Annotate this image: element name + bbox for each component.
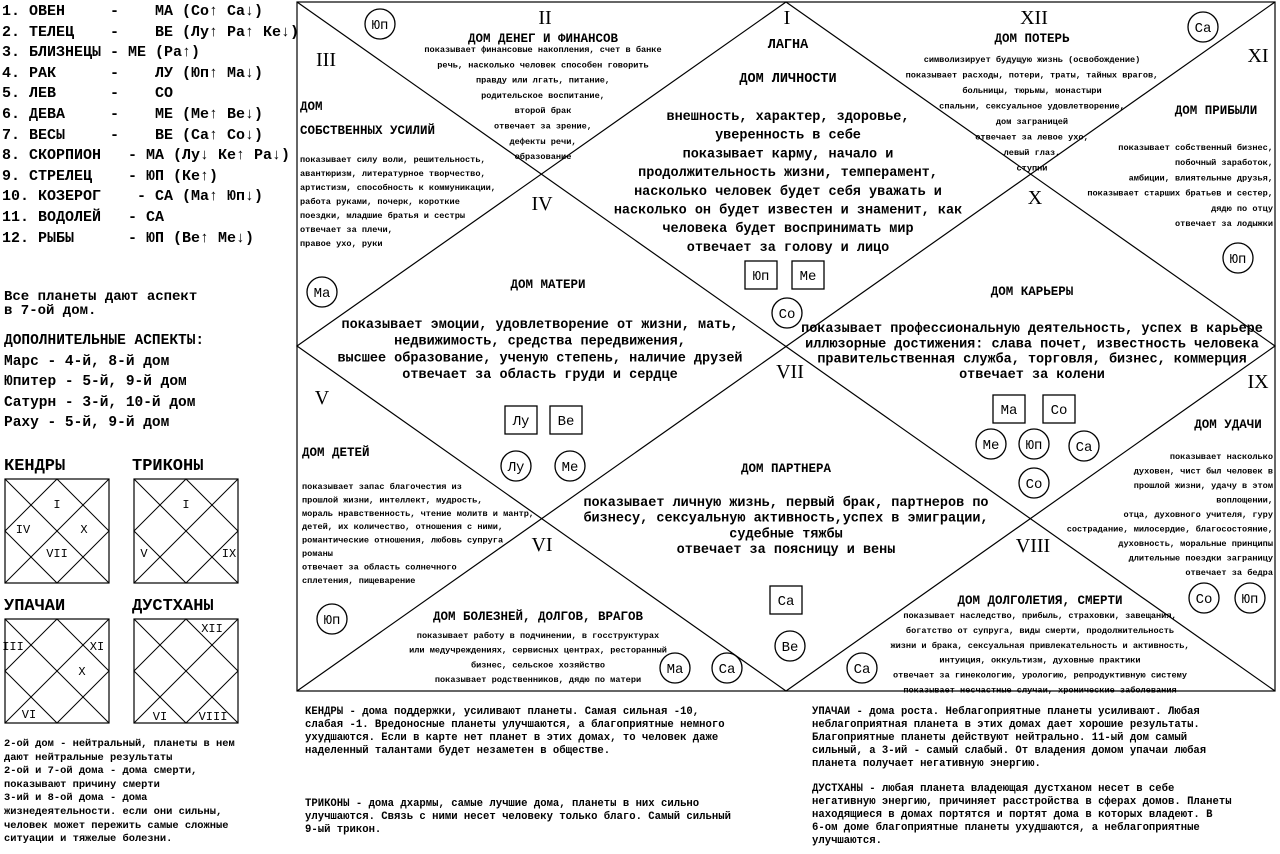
planet-circle-10-3-label: Са [1075,440,1093,456]
mini-label-dustkhany-2: VI [152,710,168,724]
aspect-line-2: Юпитер - 5-й, 9-й дом [4,374,187,390]
planet-circle-10-1-label: Ме [982,438,1000,454]
house-11-title: ДОМ ПРИБЫЛИ [1174,104,1258,118]
sign-line-2: 2. ТЕЛЕЦ - ВЕ (Лу↑ Ра↑ Ке↓) [2,23,300,41]
house-6-text-line-1: показывает работу в подчинении, в госструктурах [416,631,660,641]
house-2-title: ДОМ ДЕНЕГ И ФИНАНСОВ [467,32,619,46]
house-num-5: V [314,387,330,409]
planet-circle-12-1 [1188,12,1218,42]
house-num-4: IV [531,193,553,215]
planet-circle-6-1-label: Юп [323,613,341,629]
house-8-text-line-4: интуиция, оккультизм, духовные практики [939,655,1141,666]
sign-line-6: 6. ДЕВА - МЕ (Ме↑ Ве↓) [2,105,264,123]
mini-label-upachai-4: VI [21,708,37,722]
house-10-title: ДОМ КАРЬЕРЫ [990,285,1074,299]
aspects-intro-line-1: Все планеты дают аспект [4,289,198,305]
house-2-text-line-1: показывает финансовые накопления, счет в банке [424,45,662,55]
left-note-line-4: показывают причину смерти [4,778,160,791]
mini-label-kendry-1: I [53,498,61,512]
house-5-text-line-8: сплетения, пищеварение [302,575,416,586]
house-4-text-line-2: недвижимость, средства передвижения, [394,334,686,350]
house-3-text-line-6: отвечает за плечи, [300,225,393,235]
house-11-text-line-3: амбиции, влиятельные друзья, [1128,173,1273,184]
aspect-line-4: Раху - 5-й, 9-й дом [4,415,170,431]
house-11-text-line-2: побочный заработок, [1175,158,1273,169]
house-9-text-line-7: духовность, моральные принципы [1118,539,1273,549]
house-num-6: VI [531,534,553,556]
mini-label-kendry-4: VII [46,547,68,561]
house-1-text-line-3: показывает карму, начало и [682,147,894,163]
planet-box-10-2-label: Со [1050,403,1068,419]
house-4-title: ДОМ МАТЕРИ [510,278,586,292]
aspect-line-3: Сатурн - 3-й, 10-й дом [4,394,196,411]
note-dustkhany-line-4: 6-ом доме благоприятные планеты ухудшаются, а неблагоприятные [812,822,1200,834]
mini-label-upachai-2: XI [89,640,105,654]
planet-circle-9-1 [1189,583,1219,613]
house-3-text-line-4: работа руками, почерк, короткие [300,197,460,207]
aspects-intro-line-2: в 7-ой дом. [4,303,97,319]
mini-title-upachai: УПАЧАИ [4,597,66,616]
note-upachai-line-1: УПАЧАИ - дома роста. Неблагоприятные планеты усиливают. Любая [812,706,1200,718]
note-dustkhany-line-1: ДУСТХАНЫ - любая планета владеющая дустханом несет в себе [812,783,1175,795]
note-upachai-line-3: Благоприятные планеты действуют нейтрально. 11-ый дом самый [812,732,1188,744]
house-num-11: XI [1247,45,1269,67]
planet-circle-8-1 [847,653,877,683]
aspect-line-1: Марс - 4-й, 8-й дом [4,353,170,370]
house-7-text-line-2: бизнесу, сексуальную активность,успех в эмиграции, [583,511,989,527]
house-5-title: ДОМ ДЕТЕЙ [302,446,370,460]
house-2-text-line-5: второй брак [514,106,572,117]
house-num-7: VII [776,361,804,383]
planet-circle-9-2-label: Юп [1241,592,1259,608]
planet-circle-6-2-label: Ма [666,662,684,678]
left-note-line-6: жизнедеятельности. если они сильны, [4,805,223,818]
mini-label-dustkhany-1: XII [201,622,223,636]
mini-title-trikony: ТРИКОНЫ [132,457,204,476]
planet-circle-10-2 [1019,429,1049,459]
left-note-line-2: дают нейтральные результаты [4,751,173,764]
note-kendry-line-4: наделенный талантами будет незаметен в обществе. [305,745,611,757]
note-trikony-line-3: 9-ый трикон. [305,824,382,836]
planet-circle-10-3 [1069,431,1099,461]
note-kendry-line-1: КЕНДРЫ - дома поддержки, усиливают планеты. Самая сильная -10, [305,706,700,718]
planet-box-1-1-label: Юп [752,269,770,285]
house-12-text-line-5: дом заграницей [995,117,1069,127]
left-note-line-8: ситуации и тяжелые болезни. [4,833,173,846]
note-dustkhany-line-5: улучшаются. [812,835,882,847]
house-8-text-line-6: показывает несчастные случаи, хронические заболевания [903,685,1177,696]
house-2-text-line-3: правду или лгать, питание, [475,75,611,86]
note-dustkhany-line-2: негативную энергию, причиняет расстройства в сферах домов. Планеты [812,796,1232,808]
house-12-text-line-4: спальни, сексуальное удовлетворение, [939,101,1125,112]
house-1-subtitle: ДОМ ЛИЧНОСТИ [739,72,837,87]
house-num-12: XII [1020,7,1048,29]
note-trikony-line-2: улучшаются. Связь с ними несет человеку только благо. Самый сильный [305,811,731,823]
planet-circle-9-1-label: Со [1195,592,1213,608]
planet-circle-10-4 [1019,468,1049,498]
mini-label-trikony-3: IX [221,547,237,561]
planet-circle-4-2 [555,451,585,481]
house-5-text-line-6: романы [302,549,333,559]
house-8-title: ДОМ ДОЛГОЛЕТИЯ, СМЕРТИ [957,594,1123,608]
planet-circle-2-1-label: Юп [371,18,389,34]
planet-box-4-2 [550,406,582,434]
planet-circle-7-1 [775,631,805,661]
planet-circle-1-1 [772,298,802,328]
mini-label-upachai-3: X [78,665,86,679]
house-1-text-line-4: продолжительность жизни, темперамент, [638,166,938,182]
house-6-text-line-3: бизнес, сельское хозяйство [470,660,606,671]
house-3-title-2: СОБСТВЕННЫХ УСИЛИЙ [300,124,436,138]
house-12-title: ДОМ ПОТЕРЬ [994,32,1070,46]
house-11-text-line-4: показывает старших братьев и сестер, [1087,188,1273,199]
house-10-text-line-3: правительственная служба, торговля, бизнес, коммерция [817,352,1247,368]
note-upachai-line-5: планета получает негативную энергию. [812,758,1041,770]
house-6-title: ДОМ БОЛЕЗНЕЙ, ДОЛГОВ, ВРАГОВ [432,610,644,624]
house-10-text-line-1: показывает профессиональную деятельность, успех в карьере [801,322,1263,337]
house-9-text-line-2: духовен, чист был человек в [1133,466,1273,477]
house-num-2: II [538,7,552,29]
sign-line-4: 4. РАК - ЛУ (Юп↑ Ма↓) [2,64,264,82]
left-note-line-1: 2-ой дом - нейтральный, планеты в нем [4,738,235,750]
mini-chart-kendry [5,479,109,583]
house-7-title: ДОМ ПАРТНЕРА [740,462,832,476]
sign-line-12: 12. РЫБЫ - ЮП (Ве↑ Ме↓) [2,229,255,247]
planet-circle-2-1 [365,9,395,39]
planet-circle-1-1-label: Со [778,307,796,323]
house-7-text-line-1: показывает личную жизнь, первый брак, партнеров по [583,496,989,511]
house-3-text-line-2: авантюризм, литературное творчество, [300,169,486,179]
house-9-text-line-3: прошлой жизни, удачу в этом [1133,481,1273,491]
house-7-text-line-4: отвечает за поясницу и вены [676,543,896,559]
planet-box-4-1 [505,406,537,434]
house-12-text-line-6: отвечает за левое ухо, [975,132,1089,143]
house-5-text-line-1: показывает запас благочестия из [302,482,462,492]
sign-line-8: 8. СКОРПИОН - МА (Лу↓ Ке↑ Ра↓) [2,147,291,165]
house-10-text-line-4: отвечает за колени [959,367,1105,383]
planet-circle-6-2 [660,653,690,683]
mini-chart-upachai [2,619,109,723]
house-num-9: IX [1247,371,1269,393]
house-3-title-1: ДОМ [300,100,323,114]
house-1-text-line-5: насколько человек будет себя уважать и [634,184,942,200]
house-2-text-line-7: дефекты речи, [509,136,577,147]
house-9-text-line-6: сострадание, милосердие, благосостояние, [1066,524,1273,535]
note-kendry-line-2: слабая -1. Вредоносные планеты улучшаются, а благоприятные немного [305,719,725,731]
planet-circle-11-1-label: Юп [1229,252,1247,268]
house-4-text-line-1: показывает эмоции, удовлетворение от жизни, мать, [341,318,739,333]
house-2-text-line-4: родительское воспитание, [481,90,605,101]
planet-box-1-1 [745,261,777,289]
mini-label-trikony-2: V [140,547,148,561]
house-2-text-line-8: образование [514,152,572,163]
sign-line-7: 7. ВЕСЫ - ВЕ (Са↑ Со↓) [2,126,264,144]
sign-line-11: 11. ВОДОЛЕЙ - СА [2,208,165,226]
house-11-text-line-1: показывает собственный бизнес, [1118,143,1273,153]
planet-circle-10-2-label: Юп [1025,438,1043,454]
planet-box-7-1-label: Са [777,594,795,610]
house-7-text-line-3: судебные тяжбы [729,527,843,543]
house-num-10: X [1027,187,1043,209]
house-12-text-line-2: показывает расходы, потери, траты, тайных врагов, [905,70,1159,81]
house-num-3: III [316,49,336,71]
mini-title-kendry: КЕНДРЫ [4,457,66,476]
planet-circle-3-1-label: Ма [313,286,331,302]
house-5-text-line-2: прошлой жизни, интеллект, мудрость, [302,495,483,506]
aspects-title: ДОПОЛНИТЕЛЬНЫЕ АСПЕКТЫ: [4,333,205,349]
planet-box-10-1 [993,395,1025,423]
mini-label-trikony-1: I [182,498,190,512]
mini-label-dustkhany-3: VIII [198,710,228,724]
house-8-text-line-1: показывает наследство, прибыль, страховки, завещания, [903,611,1177,621]
house-12-text-line-8: ступни [1016,163,1048,174]
planet-circle-8-1-label: Са [853,662,871,678]
house-10-text-line-2: иллюзорные достижения: слава почет, известность человека [805,337,1259,353]
mini-label-upachai-1: III [2,640,24,654]
planet-circle-4-2-label: Ме [561,460,579,476]
house-4-text-line-4: отвечает за область груди и сердце [402,368,678,384]
planet-circle-10-4-label: Со [1025,477,1043,493]
planet-box-7-1 [770,586,802,614]
planet-circle-10-1 [976,429,1006,459]
house-5-text-line-5: романтические отношения, любовь супруга [302,535,504,546]
left-note-line-7: человек может пережить самые сложные [4,819,229,832]
note-upachai-line-2: неблагоприятная планета в этих домах дает хорошие результаты. [812,719,1200,731]
mini-label-kendry-2: IV [15,523,31,537]
house-9-title: ДОМ УДАЧИ [1194,418,1262,432]
house-3-text-line-5: поездки, младшие братья и сестры [300,211,466,221]
planet-box-4-1-label: Лу [512,414,530,430]
planet-box-1-2-label: Ме [799,269,817,285]
house-6-text-line-4: показывает родственников, дядю по матери [434,675,642,686]
house-1-text-line-8: отвечает за голову и лицо [686,240,890,256]
house-9-text-line-8: длительные поездки заграницу [1128,553,1273,564]
house-3-text-line-1: показывает силу воли, решительность, [300,155,486,165]
note-upachai-line-4: сильный, а 3-ий - самый слабый. От владения домом упачаи любая [812,745,1207,757]
sign-line-9: 9. СТРЕЛЕЦ - ЮП (Ке↑) [2,167,219,185]
planet-circle-3-1 [307,277,337,307]
house-12-text-line-1: символизирует будущую жизнь (освобождение) [923,55,1141,65]
planet-box-10-1-label: Ма [1000,403,1018,419]
planet-box-10-2 [1043,395,1075,423]
mini-chart-dustkhany [134,619,238,724]
house-5-text-line-7: отвечает за область солнечного [302,562,457,573]
house-11-text-line-6: отвечает за лодыжки [1175,219,1273,229]
planet-box-4-2-label: Ве [557,414,575,430]
house-9-text-line-9: отвечает за бедра [1185,568,1273,578]
house-8-text-line-3: жизни и брака, сексуальная привлекательность и активность, [890,640,1190,651]
planet-circle-6-3 [712,653,742,683]
sign-line-5: 5. ЛЕВ - СО [2,85,174,103]
house-9-text-line-5: отца, духовного учителя, гуру [1123,510,1273,520]
house-9-text-line-1: показывает насколько [1169,452,1273,462]
house-5-text-line-4: детей, их количество, отношения с ними, [302,522,504,533]
house-6-text-line-2: или медучреждениях, сервисных центрах, ресторанный [409,645,667,656]
mini-title-dustkhany: ДУСТХАНЫ [132,597,214,616]
house-8-text-line-2: богатство от супруга, виды смерти, продолжительность [905,625,1175,636]
planet-circle-7-1-label: Ве [781,640,799,656]
house-1-text-line-1: внешность, характер, здоровье, [666,110,910,125]
sign-line-1: 1. ОВЕН - МА (Со↑ Са↓) [2,3,264,20]
house-11-text-line-5: дядю по отцу [1211,203,1273,214]
house-3-text-line-7: правое ухо, руки [300,239,383,249]
planet-box-1-2 [792,261,824,289]
house-1-text-line-2: уверенность в себе [715,128,861,144]
planet-circle-6-1 [317,604,347,634]
house-8-text-line-5: отвечает за гинекологию, урологию, репродуктивную систему [893,670,1187,681]
house-12-text-line-7: левый глаз, [1003,148,1061,158]
house-1-text-line-6: насколько он будет известен и знаменит, как [613,203,963,219]
house-4-text-line-3: высшее образование, ученую степень, наличие друзей [337,351,743,367]
left-note-line-3: 2-ой и 7-ой дома - дома смерти, [4,765,198,778]
mini-label-kendry-3: X [80,523,88,537]
sign-line-3: 3. БЛИЗНЕЦЫ - МЕ (Ра↑) [2,44,201,62]
house-num-8: VIII [1015,535,1051,557]
house-num-1: I [783,7,791,29]
house-3-text-line-3: артистизм, способность к коммуникации, [300,183,496,193]
planet-circle-12-1-label: Са [1194,21,1212,37]
house-1-title: ЛАГНА [767,38,809,53]
planet-circle-4-1 [501,451,531,481]
house-2-text-line-6: отвечает за зрение, [494,121,592,132]
note-kendry-line-3: ухудшаются. Если в карте нет планет в этих домах, то человек даже [305,732,719,744]
note-trikony-line-1: ТРИКОНЫ - дома дхармы, самые лучшие дома, планеты в них сильно [305,798,700,810]
planet-circle-4-1-label: Лу [507,460,525,476]
mini-chart-trikony [134,479,238,583]
planet-circle-9-2 [1235,583,1265,613]
sign-line-10: 10. КОЗЕРОГ - СА (Ма↑ Юп↓) [2,188,264,206]
left-note-line-5: 3-ий и 8-ой дома - дома [4,792,148,805]
house-5-text-line-3: мораль нравственность, чтение молитв и мантр, [302,508,535,519]
house-12-text-line-3: больницы, тюрьмы, монастыри [962,86,1102,96]
house-9-text-line-4: воплощении, [1216,495,1273,506]
house-2-text-line-2: речь, насколько человек способен говорить [437,60,649,71]
house-1-text-line-7: человека будет воспринимать мир [662,222,914,238]
note-dustkhany-line-3: находящиеся в домах портятся и портят дома в которых владеют. В [812,809,1213,821]
planet-circle-11-1 [1223,243,1253,273]
planet-circle-6-3-label: Са [718,662,736,678]
